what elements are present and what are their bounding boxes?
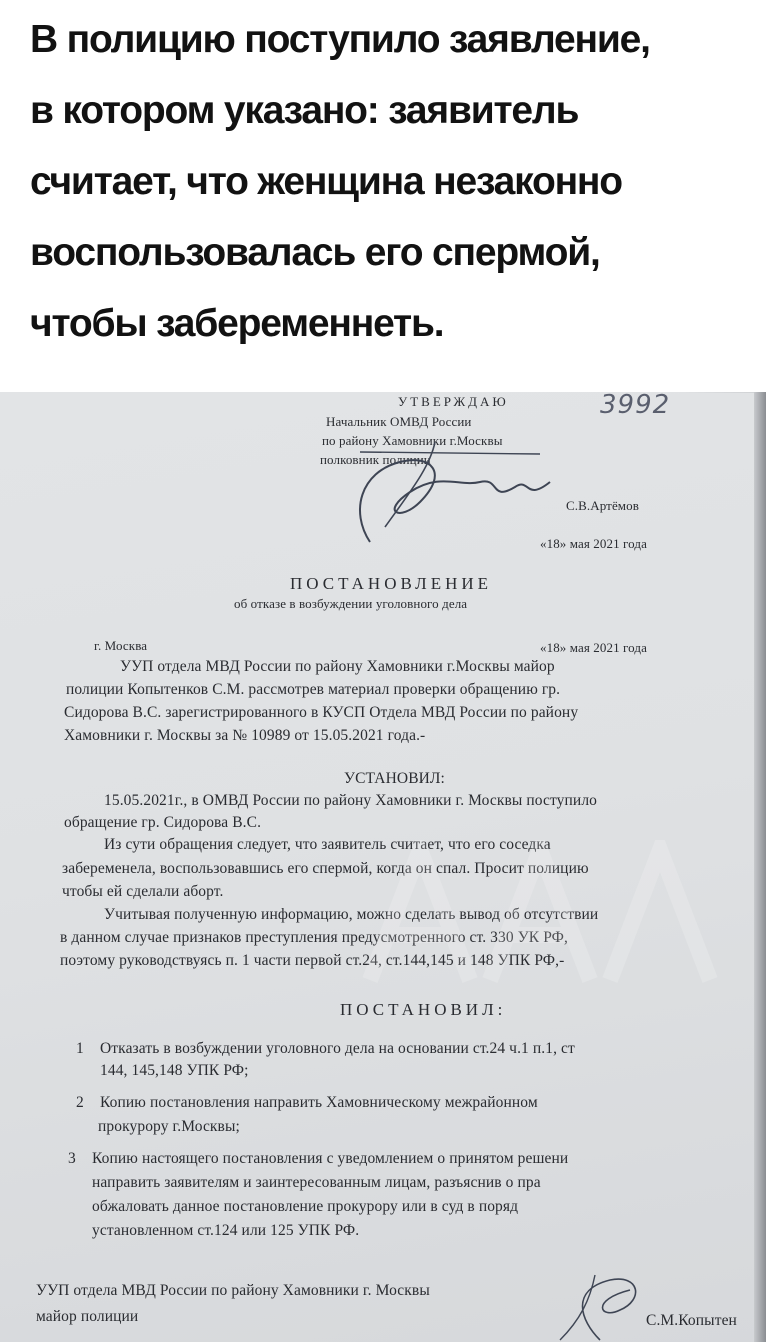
footer-line: майор полиции	[36, 1308, 139, 1325]
chief-signature	[340, 432, 560, 552]
watermark	[360, 840, 740, 990]
established-line: 15.05.2021г., в ОМВД России по району Хамовники г. Москвы поступило	[104, 792, 598, 809]
established-line: в данном случае признаков преступления предусмотренного ст. 330 УК РФ,	[60, 929, 568, 946]
approve-line: по району Хамовники г.Москвы	[322, 433, 503, 448]
resolved-heading: ПОСТАНОВИЛ:	[340, 1000, 507, 1019]
approve-name: С.В.Артёмов	[566, 498, 639, 513]
document-date: «18» мая 2021 года	[540, 640, 647, 655]
handwritten-number: 3992	[600, 390, 671, 420]
established-line: Учитывая полученную информацию, можно сделать вывод об отсутствии	[104, 906, 599, 923]
established-line: поэтому руководствуясь п. 1 части первой ст.24, ст.144,145 и 148 УПК РФ,-	[60, 952, 565, 969]
item-number: 2	[76, 1094, 84, 1111]
intro-line: полиции Копытенков С.М. рассмотрев материал проверки обращению гр.	[66, 681, 561, 698]
footer-line: УУП отдела МВД России по району Хамовники г. Москвы	[36, 1282, 430, 1299]
established-heading: УСТАНОВИЛ:	[344, 770, 445, 787]
item-line: установленном ст.124 или 125 УПК РФ.	[92, 1222, 360, 1239]
item-line: прокурору г.Москвы;	[98, 1118, 240, 1135]
desk-edge	[754, 392, 766, 1342]
established-line: чтобы ей сделали аборт.	[62, 883, 224, 900]
document-subtitle: об отказе в возбуждении уголовного дела	[234, 596, 468, 611]
item-number: 3	[68, 1150, 76, 1167]
item-line: направить заявителям и заинтересованным лицам, разъяснив о пра	[92, 1174, 541, 1191]
approve-header: УТВЕРЖДАЮ	[398, 394, 509, 409]
item-number: 1	[76, 1040, 84, 1057]
established-line: Из сути обращения следует, что заявитель считает, что его соседка	[104, 836, 551, 853]
caption-line: чтобы забеременнеть.	[30, 302, 444, 345]
approve-line: Начальник ОМВД России	[326, 414, 472, 429]
item-line: Копию настоящего постановления с уведомлением о принятом решени	[92, 1150, 569, 1167]
item-line: обжаловать данное постановление прокурору или в суд в поряд	[92, 1198, 519, 1215]
established-line: обращение гр. Сидорова В.С.	[64, 814, 262, 831]
intro-line: УУП отдела МВД России по району Хамовники г.Москвы майор	[120, 658, 555, 675]
footer-name: С.М.Копытен	[646, 1312, 737, 1329]
caption-line: считает, что женщина незаконно	[30, 160, 622, 203]
intro-line: Хамовники г. Москвы за № 10989 от 15.05.2021 года.-	[64, 727, 426, 744]
officer-signature	[540, 1270, 650, 1342]
intro-line: Сидорова В.С. зарегистрированного в КУСП Отдела МВД России по району	[64, 704, 579, 721]
caption-line: в котором указано: заявитель	[30, 89, 579, 132]
approve-date: «18» мая 2021 года	[540, 536, 647, 551]
established-line: забеременела, воспользовавшись его спермой, когда он спал. Просит полицию	[62, 860, 589, 877]
document-city: г. Москва	[94, 638, 148, 653]
item-line: Копию постановления направить Хамовническому межрайонном	[100, 1094, 538, 1111]
caption-line: В полицию поступило заявление,	[30, 18, 650, 61]
item-line: 144, 145,148 УПК РФ;	[100, 1062, 249, 1079]
item-line: Отказать в возбуждении уголовного дела на основании ст.24 ч.1 п.1, ст	[100, 1040, 575, 1057]
caption-line: воспользовалась его спермой,	[30, 231, 600, 274]
approve-line: полковник полиции	[320, 452, 431, 467]
meme-caption	[0, 0, 766, 392]
document-title: ПОСТАНОВЛЕНИЕ	[290, 574, 493, 593]
